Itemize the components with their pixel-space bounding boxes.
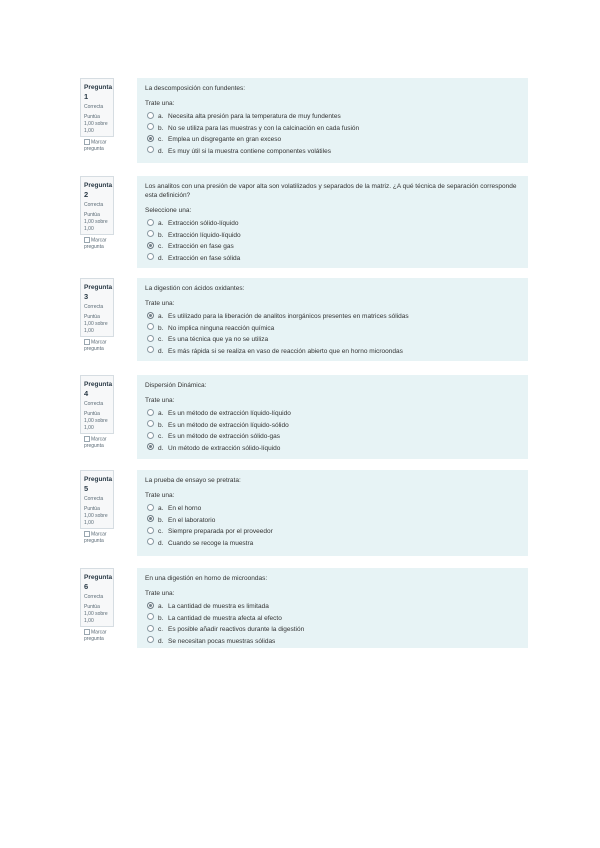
question-mark: Puntúa 1,00 sobre 1,00 xyxy=(84,212,108,232)
flag-question-link[interactable]: Marcar pregunta xyxy=(84,339,107,353)
question-number: Pregunta 1 xyxy=(84,84,113,101)
answer-option[interactable]: c. Es una técnica que ya no se utiliza xyxy=(145,334,520,346)
answer-option[interactable]: c. Emplea un disgregante en gran exceso xyxy=(145,134,520,146)
answer-option[interactable]: b. En el laboratorio xyxy=(145,515,520,527)
answer-option[interactable]: d. Es muy útil si la muestra contiene componentes volátiles xyxy=(145,146,520,158)
radio-button[interactable] xyxy=(147,253,154,260)
question-mark: Puntúa 1,00 sobre 1,00 xyxy=(84,604,108,624)
question-mark: Puntúa 1,00 sobre 1,00 xyxy=(84,506,108,526)
question-number: Pregunta 4 xyxy=(84,381,113,398)
question-number: Pregunta 3 xyxy=(84,284,113,301)
answer-list xyxy=(145,218,520,264)
question-info xyxy=(80,278,114,353)
answer-option[interactable]: c. Extracción en fase gas xyxy=(145,241,520,253)
answer-prompt: Seleccione una: xyxy=(145,207,192,214)
answer-option[interactable]: c. Es un método de extracción sólido-gas xyxy=(145,431,520,443)
radio-button[interactable] xyxy=(147,613,154,620)
radio-button[interactable] xyxy=(147,146,154,153)
radio-button[interactable] xyxy=(147,636,154,643)
question-text: La prueba de ensayo se pretrata: xyxy=(145,477,241,484)
question-status: Correcta xyxy=(84,594,104,600)
radio-button[interactable] xyxy=(147,409,154,416)
question-info xyxy=(80,176,114,251)
question-mark: Puntúa 1,00 sobre 1,00 xyxy=(84,411,108,431)
question-content xyxy=(137,278,528,361)
question-number: Pregunta 5 xyxy=(84,476,113,493)
answer-option[interactable]: a. Extracción sólido-líquido xyxy=(145,218,520,230)
flag-question-link[interactable]: Marcar pregunta xyxy=(84,629,107,643)
question-info xyxy=(80,470,114,545)
answer-option[interactable]: b. Es un método de extracción líquido-sólido xyxy=(145,420,520,432)
radio-button-selected[interactable] xyxy=(147,602,154,609)
radio-button-selected[interactable] xyxy=(147,443,154,450)
question-content xyxy=(137,176,528,268)
answer-option[interactable]: d. Se necesitan pocas muestras sólidas xyxy=(145,636,520,648)
answer-option[interactable]: a. La cantidad de muestra es limitada xyxy=(145,601,520,613)
flag-question-link[interactable]: Marcar pregunta xyxy=(84,436,107,450)
question-status: Correcta xyxy=(84,401,104,407)
radio-button-selected[interactable] xyxy=(147,135,154,142)
answer-option[interactable]: b. Extracción líquido-líquido xyxy=(145,230,520,242)
question-text: Los analitos con una presión de vapor alta son volatilizados y separados de la matriz. ¿A qué técnica de separación corresponde esta definición? xyxy=(145,183,517,199)
answer-list xyxy=(145,408,520,454)
answer-list xyxy=(145,503,520,549)
flag-icon xyxy=(84,629,90,635)
question-content xyxy=(137,568,528,648)
radio-button[interactable] xyxy=(147,112,154,119)
answer-option[interactable]: c. Siempre preparada por el proveedor xyxy=(145,526,520,538)
question-status: Correcta xyxy=(84,496,104,502)
answer-option[interactable]: a. En el horno xyxy=(145,503,520,515)
question-text: La digestión con ácidos oxidantes: xyxy=(145,285,245,292)
question-info xyxy=(80,375,114,450)
question-mark: Puntúa 1,00 sobre 1,00 xyxy=(84,314,108,334)
question-info xyxy=(80,568,114,643)
answer-option[interactable]: a. Es utilizado para la liberación de analitos inorgánicos presentes en matrices sólidas xyxy=(145,311,520,323)
answer-prompt: Trate una: xyxy=(145,397,175,404)
radio-button[interactable] xyxy=(147,346,154,353)
radio-button[interactable] xyxy=(147,335,154,342)
radio-button-selected[interactable] xyxy=(147,242,154,249)
question-text: Dispersión Dinámica: xyxy=(145,382,207,389)
question-status: Correcta xyxy=(84,304,104,310)
question-status: Correcta xyxy=(84,104,104,110)
flag-icon xyxy=(84,339,90,345)
flag-question-link[interactable]: Marcar pregunta xyxy=(84,237,107,251)
flag-icon xyxy=(84,139,90,145)
radio-button[interactable] xyxy=(147,323,154,330)
radio-button[interactable] xyxy=(147,625,154,632)
answer-option[interactable]: d. Es más rápida si se realiza en vaso de reacción abierto que en horno microondas xyxy=(145,346,520,358)
radio-button-selected[interactable] xyxy=(147,515,154,522)
radio-button[interactable] xyxy=(147,504,154,511)
answer-list xyxy=(145,601,520,647)
answer-option[interactable]: a. Necesita alta presión para la temperatura de muy fundentes xyxy=(145,111,520,123)
answer-option[interactable]: b. La cantidad de muestra afecta al efecto xyxy=(145,613,520,625)
answer-option[interactable]: a. Es un método de extracción líquido-líquido xyxy=(145,408,520,420)
flag-question-link[interactable]: Marcar pregunta xyxy=(84,531,107,545)
radio-button[interactable] xyxy=(147,230,154,237)
radio-button[interactable] xyxy=(147,420,154,427)
question-number: Pregunta 2 xyxy=(84,182,113,199)
radio-button[interactable] xyxy=(147,123,154,130)
flag-icon xyxy=(84,237,90,243)
answer-option[interactable]: d. Extracción en fase sólida xyxy=(145,253,520,265)
question-text: La descomposición con fundentes: xyxy=(145,85,246,92)
flag-icon xyxy=(84,531,90,537)
radio-button[interactable] xyxy=(147,219,154,226)
question-info xyxy=(80,78,114,153)
answer-prompt: Trate una: xyxy=(145,590,175,597)
answer-list xyxy=(145,111,520,157)
question-text: En una digestión en horno de microondas: xyxy=(145,575,268,582)
question-number: Pregunta 6 xyxy=(84,574,113,591)
answer-option[interactable]: b. No implica ninguna reacción química xyxy=(145,323,520,335)
answer-option[interactable]: d. Cuando se recoge la muestra xyxy=(145,538,520,550)
answer-list xyxy=(145,311,520,357)
radio-button[interactable] xyxy=(147,527,154,534)
radio-button[interactable] xyxy=(147,538,154,545)
answer-option[interactable]: c. Es posible añadir reactivos durante la digestión xyxy=(145,624,520,636)
radio-button[interactable] xyxy=(147,432,154,439)
answer-option[interactable]: d. Un método de extracción sólido-líquido xyxy=(145,443,520,455)
answer-option[interactable]: b. No se utiliza para las muestras y con la calcinación en cada fusión xyxy=(145,123,520,135)
answer-prompt: Trate una: xyxy=(145,100,175,107)
question-status: Correcta xyxy=(84,202,104,208)
flag-question-link[interactable]: Marcar pregunta xyxy=(84,139,107,153)
flag-icon xyxy=(84,436,90,442)
question-mark: Puntúa 1,00 sobre 1,00 xyxy=(84,114,108,134)
answer-prompt: Trate una: xyxy=(145,492,175,499)
answer-prompt: Trate una: xyxy=(145,300,175,307)
radio-button-selected[interactable] xyxy=(147,312,154,319)
question-content xyxy=(137,375,528,459)
question-content xyxy=(137,78,528,163)
question-content xyxy=(137,470,528,556)
